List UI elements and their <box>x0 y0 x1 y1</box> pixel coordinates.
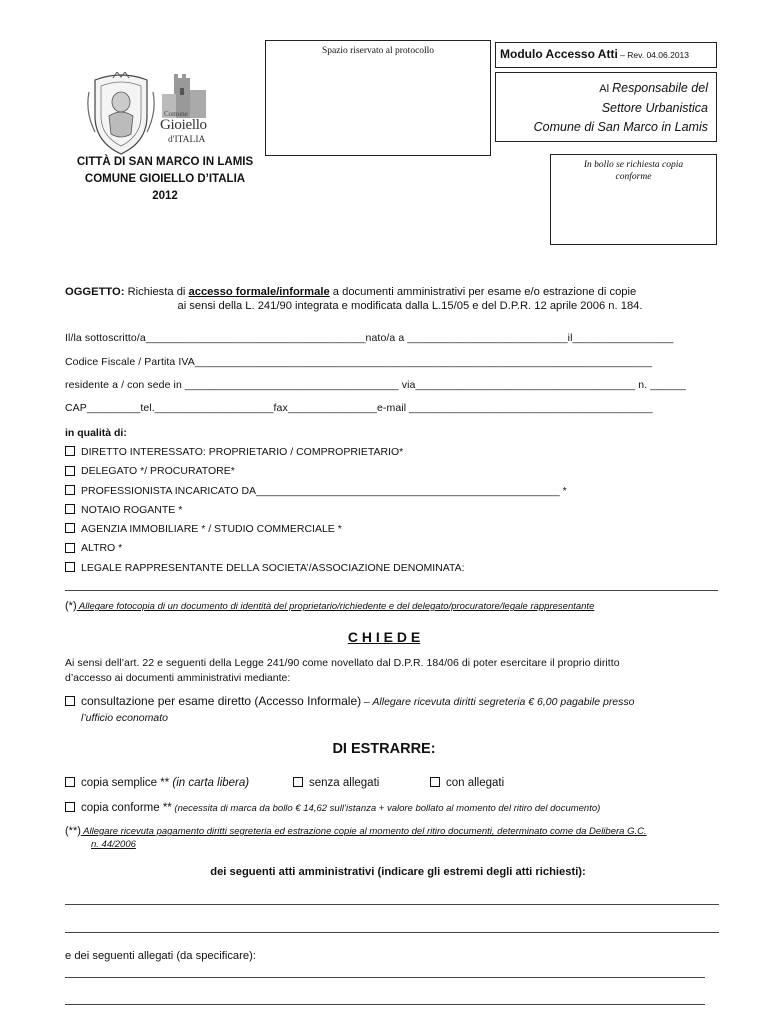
qualita-option[interactable]: NOTAIO ROGANTE * <box>65 501 567 520</box>
qualita-list <box>65 443 567 578</box>
copia-conforme-option[interactable]: copia conforme ** (necessita di marca da bollo € 14,62 sull’istanza + valore bollato al momento del ritiro del documento) <box>65 802 600 814</box>
recipient-text <box>496 73 716 137</box>
recipient-line1: Responsabile del <box>612 81 708 95</box>
subject-emph: accesso formale/informale <box>188 286 330 298</box>
logo-line1: Comune <box>164 110 188 118</box>
checkbox[interactable] <box>65 504 75 514</box>
module-title-box <box>495 42 717 68</box>
allegati-line-2[interactable] <box>65 1004 705 1005</box>
checkbox[interactable] <box>65 466 75 476</box>
note-fees-text: Allegare ricevuta pagamento diritti segreteria ed estrazione copie al momento del ritiro documenti, determinato come da Delibera G.C. <box>80 826 647 837</box>
company-name-line[interactable] <box>65 590 718 591</box>
atti-line-1[interactable] <box>65 904 719 905</box>
recipient-box <box>495 72 717 142</box>
subject-label: OGGETTO: <box>65 286 125 298</box>
atti-line-2[interactable] <box>65 932 719 933</box>
coat-of-arms-icon <box>85 72 157 156</box>
chiede-text-line2: d’accesso ai documenti amministrativi mediante: <box>65 672 291 684</box>
checkbox[interactable] <box>65 485 75 495</box>
note-fees <box>65 825 740 851</box>
allegati-line-1[interactable] <box>65 977 705 978</box>
qualita-option[interactable]: LEGALE RAPPRESENTANTE DELLA SOCIETA’/ASSOCIAZIONE DENOMINATA: <box>65 559 567 578</box>
field-tax-code[interactable]: Codice Fiscale / Partita IVA_____________________________________________________________________________ <box>65 356 653 368</box>
note-identity-mark: (*) <box>65 600 77 612</box>
protocol-box-label: Spazio riservato al protocollo <box>321 46 435 56</box>
module-rev: – Rev. 04.06.2013 <box>617 50 689 60</box>
qualita-option[interactable]: PROFESSIONISTA INCARICATO DA____________________________________________________ * <box>65 482 567 501</box>
copia-semplice-row <box>65 777 249 789</box>
recipient-line2: Settore Urbanistica <box>601 101 708 115</box>
note-fees-mark: (**) <box>65 825 81 837</box>
checkbox[interactable] <box>430 777 440 787</box>
field-contacts[interactable]: CAP_________tel.____________________fax_______________e-mail _________________________________________ <box>65 402 653 414</box>
subject-post: a documenti amministrativi per esame e/o estrazione di copie <box>329 286 637 298</box>
con-allegati-option[interactable]: con allegati <box>430 777 504 789</box>
qualita-option[interactable]: AGENZIA IMMOBILIARE * / STUDIO COMMERCIALE * <box>65 520 567 539</box>
city-line2: COMUNE GIOIELLO D’ITALIA <box>84 173 246 185</box>
senza-allegati-option[interactable]: senza allegati <box>293 777 379 789</box>
note-fees-text-line2: n. 44/2006 <box>91 839 136 850</box>
consultazione-option[interactable] <box>65 693 735 726</box>
allegati-heading: e dei seguenti allegati (da specificare): <box>65 950 256 962</box>
chiede-text-line1: Ai sensi dell’art. 22 e seguenti della Legge 241/90 come novellato dal D.P.R. 184/06 di poter esercitare il proprio diritto <box>65 657 620 669</box>
subject-pre: Richiesta di <box>124 286 189 298</box>
city-line1: CITTÀ DI SAN MARCO IN LAMIS <box>76 156 254 168</box>
consultazione-note: – Allegare ricevuta diritti segreteria € 6,00 pagabile presso <box>361 696 635 708</box>
recipient-prefix: Al <box>599 83 613 95</box>
atti-heading: dei seguenti atti amministrativi (indicare gli estremi degli atti richiesti): <box>210 866 586 878</box>
consultazione-label: consultazione per esame diretto (Accesso Informale) <box>81 694 362 708</box>
checkbox[interactable] <box>65 696 75 706</box>
field-residence[interactable]: residente a / con sede in ____________________________________ via_____________________________________ n. ______ <box>65 379 686 391</box>
protocol-box <box>265 40 491 156</box>
stamp-box <box>550 154 717 245</box>
city-header <box>60 154 270 205</box>
checkbox[interactable] <box>65 543 75 553</box>
estrarre-title: DI ESTRARRE: <box>332 741 436 757</box>
subject <box>65 285 735 313</box>
qualita-option[interactable]: ALTRO * <box>65 539 567 558</box>
module-title <box>496 43 716 61</box>
gioiello-logo <box>160 72 210 152</box>
field-name-birth[interactable]: Il/la sottoscritto/a_____________________________________nato/a a ___________________________il_________________ <box>65 332 674 344</box>
logo-line3: d'ITALIA <box>168 135 206 145</box>
note-identity-text: Allegare fotocopia di un documento di identità del proprietario/richiedente e del delegato/procuratore/legale rappresentante <box>76 601 595 612</box>
checkbox[interactable] <box>65 802 75 812</box>
city-line3: 2012 <box>152 190 178 202</box>
checkbox[interactable] <box>65 777 75 787</box>
qualita-option[interactable]: DIRETTO INTERESSATO: PROPRIETARIO / COMPROPRIETARIO* <box>65 443 567 462</box>
stamp-box-label: In bollo se richiesta copia conforme <box>583 160 684 182</box>
module-title-text: Modulo Accesso Atti <box>500 47 618 61</box>
qualita-heading: in qualità di: <box>65 427 127 439</box>
recipient-line3: Comune di San Marco in Lamis <box>533 120 708 134</box>
checkbox[interactable] <box>65 446 75 456</box>
checkbox[interactable] <box>65 562 75 572</box>
checkbox[interactable] <box>65 523 75 533</box>
subject-line2: ai sensi della L. 241/90 integrata e modificata dalla L.15/05 e del D.P.R. 12 aprile 2006 n. 184. <box>177 300 643 312</box>
note-identity <box>65 600 594 612</box>
copia-semplice-option[interactable]: copia semplice ** (in carta libera) <box>65 777 249 789</box>
logo-line2: Gioiello <box>160 117 207 133</box>
checkbox[interactable] <box>293 777 303 787</box>
qualita-option[interactable]: DELEGATO */ PROCURATORE* <box>65 462 567 481</box>
chiede-title: C H I E D E <box>347 629 421 645</box>
consultazione-note-line2: l’ufficio economato <box>81 712 168 724</box>
chiede-text <box>65 656 731 686</box>
